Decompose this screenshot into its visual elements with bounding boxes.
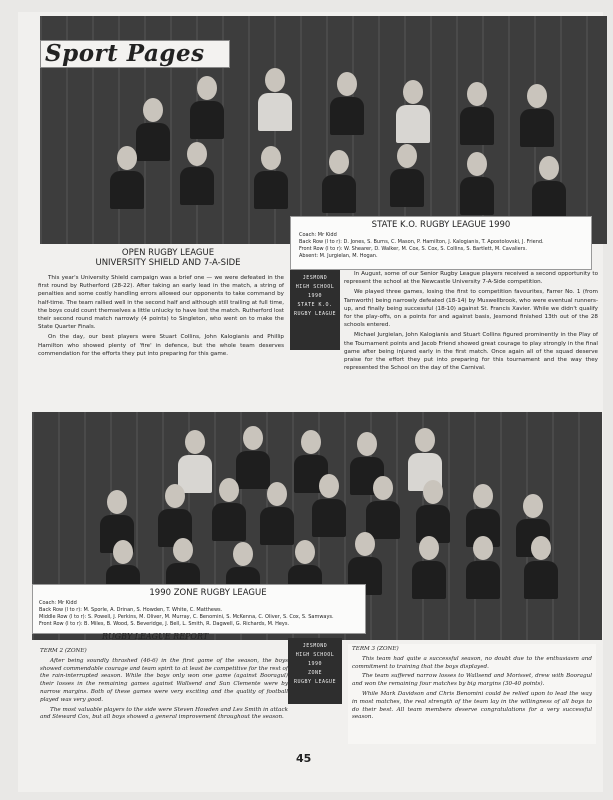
state-ko-article <box>344 270 598 374</box>
player-figure <box>212 478 246 541</box>
open-rl-heading-2: UNIVERSITY SHIELD AND 7-A-SIDE <box>95 258 241 268</box>
plaque-line: RUGBY LEAGUE <box>293 679 337 685</box>
player-figure <box>416 480 450 543</box>
term3-paragraph: The team suffered narrow losses to Wallsend and Morisset, drew with Booragul and won the remaining four matches by big margins (30-40 points). <box>352 673 592 688</box>
player-figure <box>524 536 558 599</box>
open-rl-paragraph: This year's University Shield campaign was a brief one — we were defeated in the first round by Rutherford (28-22). After taking an early lead in the match, a string of penalties and some costly handling errors allowed our opponents to take command by half-time. The team rallied well in the second half and although still trailing at full time, the boys could count themselves a little unlucky to have lost the match. Rutherford lost their second round match narrowly (4 points) to Singleton, who went on to make the State Quarter Finals. <box>38 275 284 331</box>
player-figure <box>322 150 356 213</box>
yearbook-page <box>18 12 603 792</box>
plaque-line: HIGH SCHOOL <box>295 284 335 290</box>
plaque-line: HIGH SCHOOL <box>295 652 335 658</box>
plaque-line: RUGBY LEAGUE <box>293 311 337 317</box>
state-ko-paragraph: In August, some of our Senior Rugby League players received a second opportunity to represent the school at the Newcastle University 7-A-Side competition. <box>344 271 598 286</box>
player-figure <box>366 476 400 539</box>
player-figure <box>460 82 494 145</box>
player-figure <box>390 144 424 207</box>
term3-paragraph: This team had quite a successful season, no doubt due to the enthusiasm and commitment to training that the boys displayed. <box>352 655 592 670</box>
term3-report <box>352 646 592 724</box>
player-figure <box>396 80 430 143</box>
open-rl-paragraph: On the day, our best players were Stuart Collins, John Kalogianis and Phillip Hamilton who showed plenty of 'fire' in defence, but the whole team deserves commendation for the efforts they put into preparing for this game. <box>38 334 284 357</box>
plaque-line: 1990 <box>307 661 323 667</box>
report-title: RUGBY LEAGUE REPORT <box>102 632 209 641</box>
term2-report <box>40 648 288 724</box>
zone-front-row: Front Row (l to r): B. Miles, B. Wood, S. Beveridge, J. Bell, L. Smith, R. Dagwell, G. Richards, M. Heys. <box>39 621 290 627</box>
state-ko-caption-title: STATE K.O. RUGBY LEAGUE 1990 <box>371 220 511 230</box>
state-ko-plaque <box>290 270 340 350</box>
player-figure <box>190 76 224 139</box>
player-figure <box>260 482 294 545</box>
zone-plaque <box>288 638 342 704</box>
state-ko-front-row: Front Row (l to r): W. Shearer, D. Walker, M. Cox, S. Cox, S. Collins, S. Bartlett, M. Cavaliers. <box>299 246 528 252</box>
open-rl-heading-1: OPEN RUGBY LEAGUE <box>121 248 215 258</box>
player-figure <box>110 146 144 209</box>
open-rl-article <box>38 274 284 360</box>
zone-back-row: Back Row (l to r): M. Sporle, A. Drinan, S. Howden, T. White, C. Matthews. <box>39 607 223 613</box>
player-figure <box>258 68 292 131</box>
zone-coach: Coach: Mr Kidd <box>39 600 77 606</box>
term2-heading: TERM 2 (ZONE) <box>40 648 87 654</box>
plaque-line: STATE K.O. <box>297 302 333 308</box>
plaque-line: ZONE <box>307 670 323 676</box>
term3-heading: TERM 3 (ZONE) <box>352 646 399 652</box>
term3-paragraph: While Mark Davidson and Chris Benomini could be relied upon to lead the way in most matches, the real strength of the team lay in the willingness of all boys to do their best. All team members deserve congratulations for a very successful season. <box>352 690 592 721</box>
plaque-line: 1990 <box>307 293 323 299</box>
player-figure <box>254 146 288 209</box>
player-figure <box>460 152 494 215</box>
term2-paragraph: After being soundly thrashed (46-6) in the first game of the season, the boys showed commendable courage and team spirit to at least be competitive for the rest of the rain-interrupted season. While the boys only won one game (against Booragul) their losses in the remaining games against Wallsend and Sun Clemente were by narrow margins. Both of these games were very exciting and the quality of football played was very good. <box>40 657 288 703</box>
player-figure <box>532 156 566 219</box>
state-ko-back-row: Back Row (l to r): D. Jones, S. Burns, C. Mason, P. Hamilton, J. Kalogianis, T. Apostolovski, J. Friend. <box>299 239 544 245</box>
player-figure <box>412 536 446 599</box>
state-ko-paragraph: Michael Jurgielan, John Kalogianis and Stuart Collins figured prominently in the Play of the Tournament points and Jacob Friend showed great courage to play strongly in the final game after being injured early in the first match. Once again all of the squad deserve praise for the effort they put into preparing for this tournament and the way they represented the School on the day of the Carnival. <box>344 332 598 372</box>
player-figure <box>180 142 214 205</box>
state-ko-absent: Absent: M. Jurgielan, M. Hogan. <box>299 253 378 259</box>
state-ko-caption-box <box>290 216 592 270</box>
plaque-line: JESMOND <box>302 643 328 649</box>
state-ko-coach: Coach: Mr Kidd <box>299 232 337 238</box>
player-figure <box>312 474 346 537</box>
term3-box <box>348 644 596 744</box>
player-figure <box>520 84 554 147</box>
state-ko-paragraph: We played three games, losing the first to competition favourites, Farrer No. 1 (from Tamworth) being narrowly defeated (18-14) by Muswellbrook, who were eventual runners-up, and finally being successful (18-10) against St. Francis Xavier. While we didn't qualify for the play-offs, on a points for and against basis, Jesmond finished 13th out of the 28 schools entered. <box>344 289 598 329</box>
zone-caption-box <box>32 584 366 634</box>
zone-middle-row: Middle Row (l to r): S. Powell, J. Perkins, M. Oliver, M. Murray, C. Benomini, S. McKenna, C. Oliver, S. Cox, S. Samways. <box>39 614 334 620</box>
player-figure <box>330 72 364 135</box>
player-figure <box>466 536 500 599</box>
page-number: 45 <box>296 752 312 765</box>
plaque-line: JESMOND <box>302 275 328 281</box>
zone-caption-title: 1990 ZONE RUGBY LEAGUE <box>149 588 267 598</box>
section-title: Sport Pages <box>45 40 205 67</box>
term2-paragraph: The most valuable players to the side were Steven Howden and Les Smith in attack and Steward Cox, but all boys showed a general improvement throughout the season. <box>40 706 288 721</box>
section-title-box <box>40 40 230 68</box>
